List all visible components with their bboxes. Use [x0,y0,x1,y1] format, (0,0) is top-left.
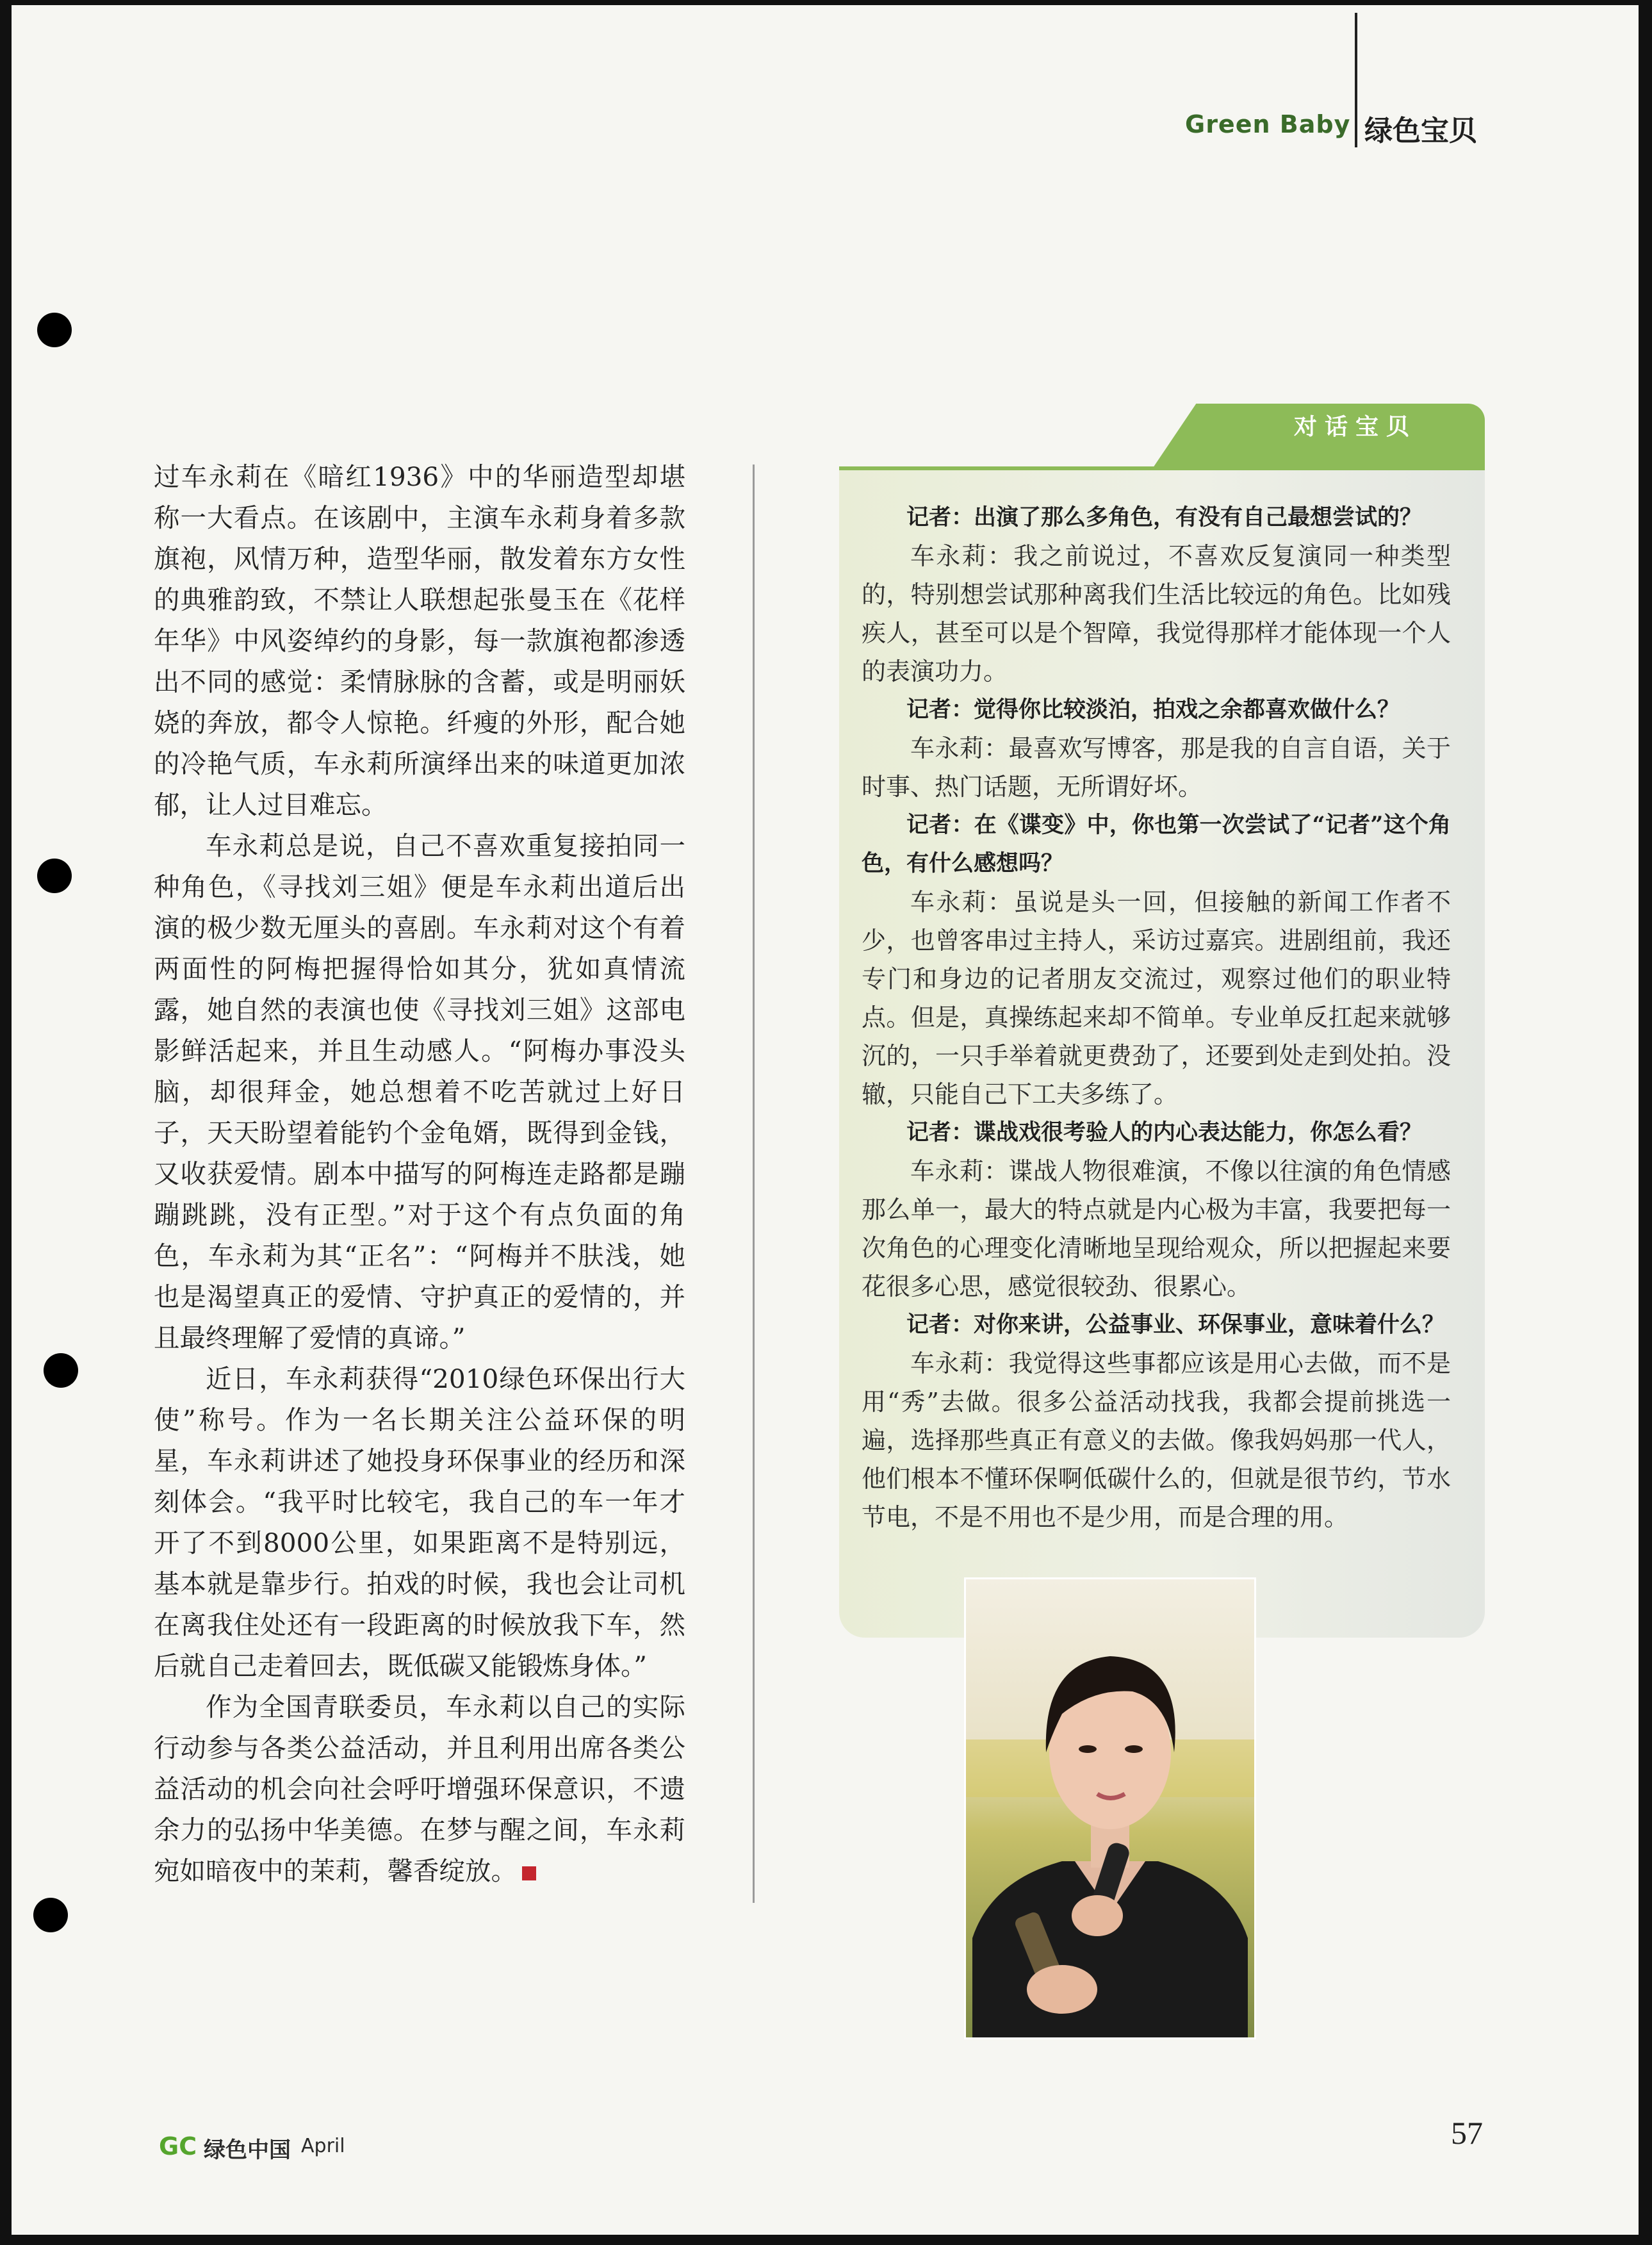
interview-qa [862,498,1451,1536]
section-title-en: Green Baby [1185,110,1351,138]
article-paragraph-last [154,1686,685,1891]
answer: 车永莉：最喜欢写博客，那是我的自言自语，关于时事、热门话题，无所谓好坏。 [862,734,1451,801]
interview-box-title: 对话宝贝 [1294,414,1418,440]
binder-hole [33,1898,68,1932]
binder-hole [44,1353,78,1388]
magazine-logo: GC [159,2132,197,2160]
binder-hole [37,313,72,347]
article-paragraph: 车永莉总是说，自己不喜欢重复接拍同一种角色，《寻找刘三姐》便是车永莉出道后出演的极少数无厘头的喜剧。车永莉对这个有着两面性的阿梅把握得恰如其分，犹如真情流露，她自然的表演也使《寻找刘三姐》这部电影鲜活起来，并且生动感人。“阿梅办事没头脑，却很拜金，她总想着不吃苦就过上好日子，天天盼望着能钓个金龟婿，既得到金钱，又收获爱情。剧本中描写的阿梅连走路都是蹦蹦跳跳，没有正型。”对于这个有点负面的角色，车永莉为其“正名”：“阿梅并不肤浅，她也是渴望真正的爱情、守护真正的爱情的，并且最终理解了爱情的真谛。” [154,830,685,1353]
portrait-photo [964,1577,1256,2039]
article-paragraph: 近日，车永莉获得“2010绿色环保出行大使”称号。作为一名长期关注公益环保的明星，车永莉讲述了她投身环保事业的经历和深刻体会。“我平时比较宅，我自己的车一年才开了不到8000公里，如果距离不是特别远，基本就是靠步行。拍戏的时候，我也会让司机在离我住处还有一段距离的时候放我下车，然后就自己走着回去，既低碳又能锻炼身体。” [154,1363,685,1681]
question: 记者：在《谍变》中，你也第一次尝试了“记者”这个角色，有什么感想吗？ [862,812,1451,876]
page-number: 57 [1451,2115,1483,2151]
magazine-name: 绿色中国 [204,2137,291,2163]
question: 记者：谍战戏很考验人的内心表达能力，你怎么看？ [906,1119,1423,1146]
answer: 车永莉：虽说是头一回，但接触的新闻工作者不少，也曾客串过主持人，采访过嘉宾。进剧组前，我还专门和身边的记者朋友交流过，观察过他们的职业特点。但是，真操练起来却不简单。专业单反扛起来就够沉的，一只手举着就更费劲了，还要到处走到处拍。没辙，只能自己下工夫多练了。 [862,888,1451,1108]
answer: 车永莉：我觉得这些事都应该是用心去做，而不是用“秀”去做。很多公益活动找我，我都会提前挑选一遍，选择那些真正有意义的去做。像我妈妈那一代人，他们根本不懂环保啊低碳什么的，但就是很节约，节水节电，不是不用也不是少用，而是合理的用。 [862,1349,1451,1531]
question: 记者：对你来讲，公益事业、环保事业，意味着什么？ [906,1312,1445,1338]
column-divider [753,465,755,1903]
article-paragraph-text: 作为全国青联委员，车永莉以自己的实际行动参与各类公益活动，并且利用出席各类公益活动的机会向社会呼吁增强环保意识，不遗余力的弘扬中华美德。在梦与醒之间，车永莉宛如暗夜中的茉莉，馨香绽放。 [154,1691,685,1886]
issue-month: April [301,2135,345,2157]
answer: 车永莉：谍战人物很难演，不像以往演的角色情感那么单一，最大的特点就是内心极为丰富，我要把每一次角色的心理变化清晰地呈现给观众，所以把握起来要花很多心思，感觉很较劲、很累心。 [862,1157,1451,1301]
header-divider [1355,13,1357,147]
article-paragraph: 过车永莉在《暗红1936》中的华丽造型却堪称一大看点。在该剧中，主演车永莉身着多款旗袍，风情万种，造型华丽，散发着东方女性的典雅韵致，不禁让人联想起张曼玉在《花样年华》中风姿绰约的身影，每一款旗袍都渗透出不同的感觉：柔情脉脉的含蓄，或是明丽妖娆的奔放，都令人惊艳。纤瘦的外形，配合她的冷艳气质，车永莉所演绎出来的味道更加浓郁，让人过目难忘。 [154,461,685,820]
article-body [154,456,685,1891]
end-of-article-mark [522,1866,536,1880]
question: 记者：觉得你比较淡泊，拍戏之余都喜欢做什么？ [906,696,1400,723]
section-title-cn: 绿色宝贝 [1364,115,1477,147]
question: 记者：出演了那么多角色，有没有自己最想尝试的？ [906,504,1423,530]
answer: 车永莉：我之前说过，不喜欢反复演同一种类型的，特别想尝试那种离我们生活比较远的角色。比如残疾人，甚至可以是个智障，我觉得那样才能体现一个人的表演功力。 [862,542,1451,686]
binder-hole [37,859,72,893]
